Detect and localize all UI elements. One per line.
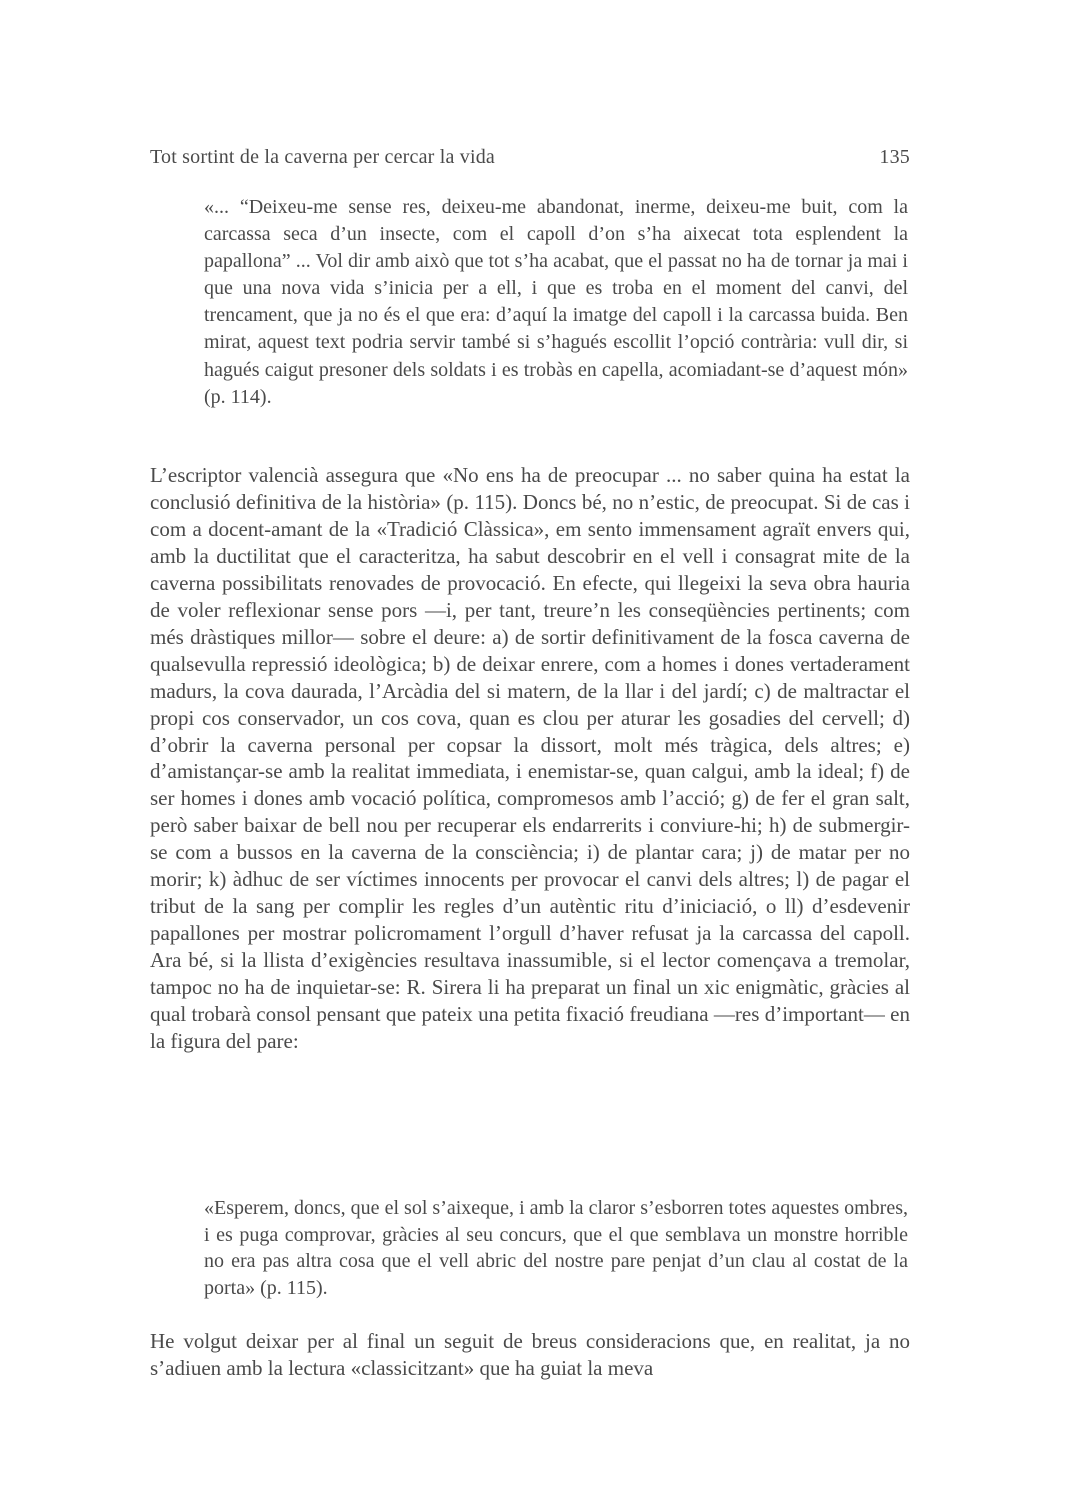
block-quote-2: «Esperem, doncs, que el sol s’aixeque, i amb la claror s’esborren totes aquestes ombres, i es puga comprovar, gràcies al seu concurs, que el que semblava un monstre horrible no era pas altra cosa que el vell abric del nostre pare penjat d’un clau al costat de la porta» (p. 115). bbox=[204, 1197, 908, 1300]
page-number: 135 bbox=[879, 146, 910, 168]
body-paragraph-2: He volgut deixar per al final un seguit de breus consideracions que, en realitat, ja no s’adiuen amb la lectura «classicitzant» que ha guiat la meva bbox=[150, 1329, 910, 1380]
body-paragraph-1: L’escriptor valencià assegura que «No ens ha de preocupar ... no saber quina ha estat la conclusió definitiva de la història» (p. 115). Doncs bé, no n’estic, de preocupat. Si de cas i com a docent-amant de la «Tradició Clàssica», em sento immensament agraït envers qui, amb la ductilitat que el caracteritza, ha sabut descobrir en el vell i consagrat mite de la caverna possibilitats renovades de provocació. En efecte, qui llegeixi la seva obra hauria de voler reflexionar sense pors —i, per tant, treure’n les conseqüències pertinents; com més dràstiques millor— sobre el deure: a) de sortir definitivament de la fosca caverna de qualsevulla repressió ideològica; b) de deixar enrere, com a homes i dones vertaderament madurs, la cova daurada, l’Arcàdia del si matern, de la llar i del jardí; c) de maltractar el propi cos conservador, un cos cova, quan es clou per aturar les gosadies del cervell; d) d’obrir la caverna personal per copsar la dissort, molt més tràgica, dels altres; e) d’amistançar-se amb la realitat immediata, i enemistar-se, quan calgui, amb la ideal; f) de ser homes i dones amb vocació política, compromesos amb l’acció; g) de fer el gran salt, però saber baixar de bell nou per recuperar els endarrerits i conviure-hi; h) de submergir-se com a bussos en la caverna de la consciència; i) de plantar cara; j) de matar per no morir; k) àdhuc de ser víctimes innocents per provocar el canvi dels altres; l) de pagar el tribut de la sang per complir les regles d’un autèntic ritu d’iniciació, o ll) d’esdevenir papallones per mostrar policromament l’orgull d’haver refusat ja la carcassa del capoll. Ara bé, si la llista d’exigències resultava inassumible, si el lector començava a tremolar, tampoc no ha de inquietar-se: R. Sirera li ha preparat un final un xic enigmàtic, gràcies al qual trobarà consol pensant que pateix una petita fixació freudiana —res d’important— en la figura del pare: bbox=[150, 463, 910, 1054]
block-quote-1: «... “Deixeu-me sense res, deixeu-me abandonat, inerme, deixeu-me buit, com la carcassa seca d’un insecte, com el capoll d’on s’ha aixecat tota esplendent la papallona” ... Vol dir amb això que tot s’ha acabat, que el passat no ha de tornar ja mai i que una nova vida s’inicia per a ell, i que es troba en el moment del canvi, del trencament, que ja no és el que era: d’aquí la imatge del capoll i la carcassa buida. Ben mirat, aquest text podria servir també si s’hagués escollit l’opció contrària: vull dir, si hagués caigut presoner dels soldats i es trobàs en capella, acomiadant-se d’aquest món» (p. 114). bbox=[204, 196, 908, 408]
running-title: Tot sortint de la caverna per cercar la vida bbox=[150, 146, 496, 168]
running-header bbox=[150, 146, 910, 174]
